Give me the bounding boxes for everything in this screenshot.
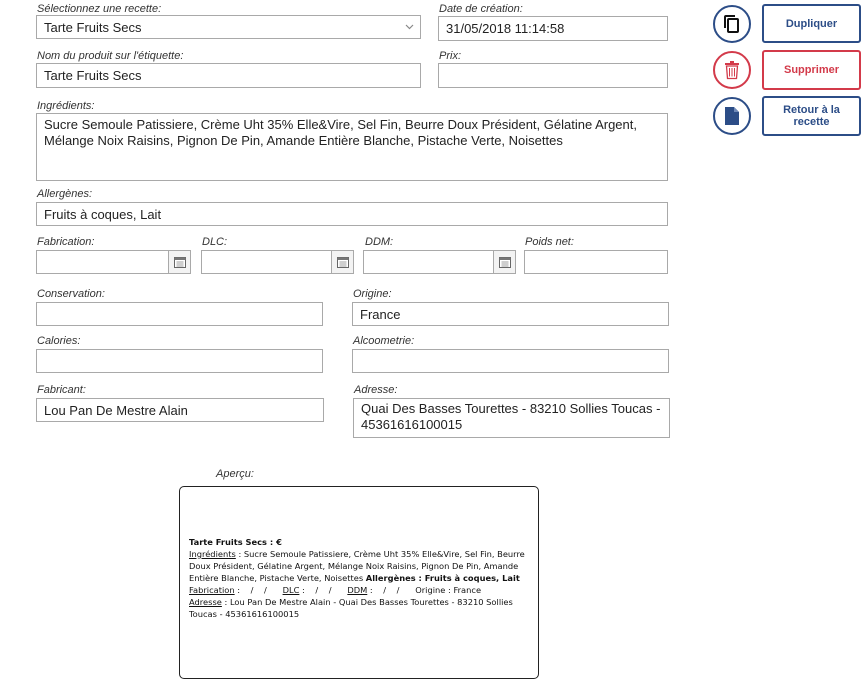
calories-label: Calories: xyxy=(37,335,81,347)
preview-label: Aperçu: xyxy=(216,468,254,480)
label-preview xyxy=(179,486,539,679)
calories-field[interactable] xyxy=(36,349,323,373)
alcohol-label: Alcoometrie: xyxy=(353,335,415,347)
delete-button[interactable]: Supprimer xyxy=(762,50,861,90)
recipe-label: Sélectionnez une recette: xyxy=(37,3,162,15)
fabrication-date-field[interactable] xyxy=(36,250,191,274)
preview-ingredients-text: : Sucre Semoule Patissiere, Crème Uht 35% Elle&Vire, Sel Fin, Beurre Doux Président, Gélatine Argent, Mélange Noix Raisins, Pignon De Pin, Amande Entière Blanche, Pistache Verte, Noisettes xyxy=(189,549,525,583)
product-name-field[interactable]: Tarte Fruits Secs xyxy=(36,63,421,88)
preview-ingredients-key: Ingrédients xyxy=(189,549,236,559)
alcohol-field[interactable] xyxy=(352,349,669,373)
date-field[interactable]: 31/05/2018 11:14:58 xyxy=(438,16,668,41)
preview-allergens: Allergènes : Fruits à coques, Lait xyxy=(365,573,520,583)
preview-ddm-key: DDM xyxy=(347,585,368,595)
recipe-select[interactable] xyxy=(36,15,421,39)
trash-icon xyxy=(724,60,740,80)
dlc-date-field[interactable] xyxy=(201,250,354,274)
duplicate-icon-button[interactable] xyxy=(713,5,751,43)
date-label: Date de création: xyxy=(439,3,523,15)
product-name-label: Nom du produit sur l'étiquette: xyxy=(37,50,184,62)
chevron-down-icon xyxy=(405,24,414,30)
ddm-date-field[interactable] xyxy=(363,250,516,274)
preview-fabrication-key: Fabrication xyxy=(189,585,235,595)
allergens-label: Allergènes: xyxy=(37,188,93,200)
net-weight-field[interactable] xyxy=(524,250,668,274)
preview-fabrication-text: : / / xyxy=(234,585,283,595)
ingredients-textarea[interactable]: Sucre Semoule Patissiere, Crème Uht 35% Elle&Vire, Sel Fin, Beurre Doux Président, Gélatine Argent, Mélange Noix Raisins, Pignon De Pin, Amande Entière Blanche, Pistache Verte, Noisettes xyxy=(36,113,668,181)
copy-icon xyxy=(723,14,741,34)
preview-address-key: Adresse xyxy=(189,597,222,607)
back-icon-button[interactable] xyxy=(713,97,751,135)
ingredients-label: Ingrédients: xyxy=(37,100,95,112)
preview-address-text: : Lou Pan De Mestre Alain - Quai Des Basses Tourettes - 83210 Sollies Toucas - 45361616100015 xyxy=(189,597,513,619)
delete-icon-button[interactable] xyxy=(713,51,751,89)
calendar-icon[interactable] xyxy=(168,251,190,273)
address-label: Adresse: xyxy=(354,384,398,396)
price-field[interactable] xyxy=(438,63,668,88)
dlc-label: DLC: xyxy=(202,236,228,248)
document-icon xyxy=(725,107,739,125)
preview-text xyxy=(189,536,525,620)
preview-dlc-key: DLC xyxy=(282,585,300,595)
calendar-icon[interactable] xyxy=(493,251,515,273)
net-weight-label: Poids net: xyxy=(525,236,574,248)
preview-ddm-text: : / / Origine : France xyxy=(367,585,482,595)
ddm-label: DDM: xyxy=(365,236,394,248)
back-to-recipe-button[interactable]: Retour à la recette xyxy=(762,96,861,136)
price-label: Prix: xyxy=(439,50,461,62)
duplicate-button[interactable]: Dupliquer xyxy=(762,4,861,43)
conservation-label: Conservation: xyxy=(37,288,105,300)
manufacturer-field[interactable]: Lou Pan De Mestre Alain xyxy=(36,398,324,422)
allergens-field[interactable]: Fruits à coques, Lait xyxy=(36,202,668,226)
preview-dlc-text: : / / xyxy=(299,585,348,595)
fabrication-label: Fabrication: xyxy=(37,236,95,248)
origin-field[interactable]: France xyxy=(352,302,669,326)
preview-title: Tarte Fruits Secs : € xyxy=(189,537,282,547)
manufacturer-label: Fabricant: xyxy=(37,384,86,396)
address-textarea[interactable]: Quai Des Basses Tourettes - 83210 Sollies Toucas - 45361616100015 xyxy=(353,398,670,438)
origin-label: Origine: xyxy=(353,288,392,300)
recipe-select-value: Tarte Fruits Secs xyxy=(44,19,142,35)
calendar-icon[interactable] xyxy=(331,251,353,273)
conservation-field[interactable] xyxy=(36,302,323,326)
